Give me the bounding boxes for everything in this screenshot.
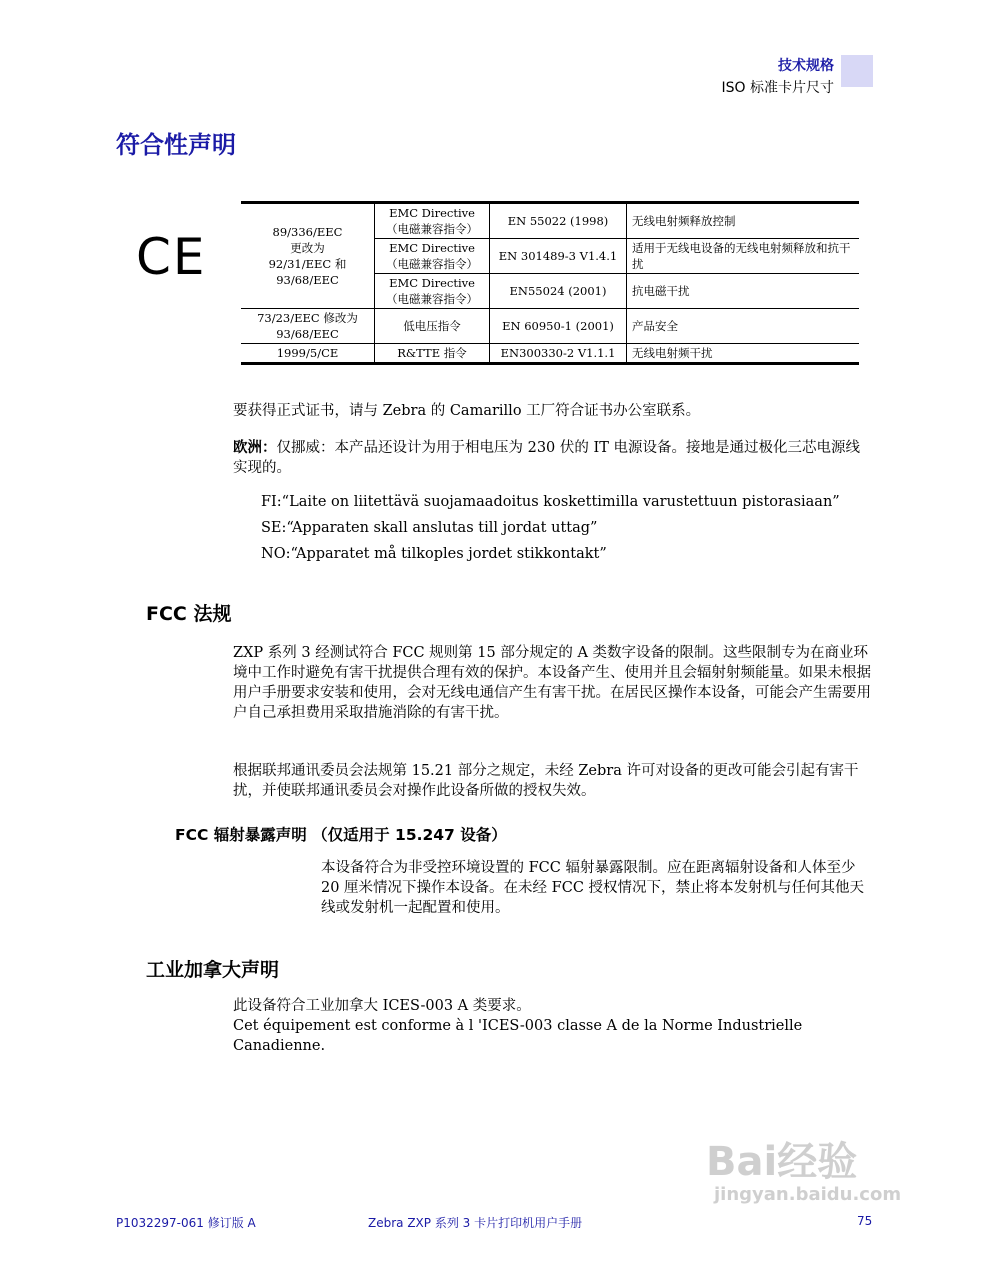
description-cell: 抗电磁干扰 bbox=[627, 274, 860, 309]
watermark-brand: Bai经验 bbox=[706, 1139, 858, 1185]
quote-no: NO:“Apparatet må tilkoples jordet stikkontakt” bbox=[261, 546, 607, 562]
ce-mark-icon: CE bbox=[136, 228, 207, 286]
eu-directive-table bbox=[241, 201, 859, 365]
directive-cell: 89/336/EEC 更改为 92/31/EEC 和 93/68/EEC bbox=[241, 203, 375, 309]
directive-cell: 1999/5/CE bbox=[241, 344, 375, 364]
directive-name-cell: EMC Directive （电磁兼容指令） bbox=[375, 203, 490, 239]
standard-cell: EN 301489-3 V1.4.1 bbox=[490, 239, 627, 274]
canada-line-1: 此设备符合工业加拿大 ICES-003 A 类要求。 bbox=[233, 998, 531, 1014]
footer-title: Zebra ZXP 系列 3 卡片打印机用户手册 bbox=[368, 1216, 583, 1230]
europe-text: 仅挪威：本产品还设计为用于相电压为 230 伏的 IT 电源设备。接地是通过极化三芯电源线实现的。 bbox=[233, 440, 861, 476]
standard-cell: EN300330-2 V1.1.1 bbox=[490, 344, 627, 364]
standard-cell: EN55024 (2001) bbox=[490, 274, 627, 309]
europe-paragraph bbox=[233, 438, 873, 478]
description-cell: 适用于无线电设备的无线电射频释放和抗干扰 bbox=[627, 239, 860, 274]
canada-heading: 工业加拿大声明 bbox=[146, 959, 280, 981]
quote-fi: FI:“Laite on liitettävä suojamaadoitus koskettimilla varustettuun pistorasiaan” bbox=[261, 494, 840, 510]
fcc-exposure-heading: FCC 辐射暴露声明 （仅适用于 15.247 设备） bbox=[175, 826, 507, 844]
footer-revision: P1032297-061 修订版 A bbox=[116, 1216, 256, 1230]
europe-label: 欧洲： bbox=[233, 439, 277, 456]
fcc-paragraph-1: ZXP 系列 3 经测试符合 FCC 规则第 15 部分规定的 A 类数字设备的限制。这些限制专为在商业环境中工作时避免有害干扰提供合理有效的保护。本设备产生、使用并且会辐射射频能量。如果未根据用户手册要求安装和使用，会对无线电通信产生有害干扰。在居民区操作本设备，可能会产生需要用户自己承担费用采取措施消除的有害干扰。 bbox=[233, 645, 871, 721]
fcc-heading: FCC 法规 bbox=[146, 603, 232, 625]
quote-se: SE:“Apparaten skall anslutas till jordat uttag” bbox=[261, 520, 598, 536]
fcc-exposure-text: 本设备符合为非受控环境设置的 FCC 辐射暴露限制。应在距离辐射设备和人体至少 20 厘米情况下操作本设备。在未经 FCC 授权情况下，禁止将本发射机与任何其他天线或发射机一起配置和使用。 bbox=[321, 860, 865, 916]
page-title: 符合性声明 bbox=[116, 131, 236, 159]
table-row bbox=[241, 344, 859, 364]
directive-cell: 73/23/EEC 修改为 93/68/EEC bbox=[241, 309, 375, 344]
directive-name-cell: R&TTE 指令 bbox=[375, 344, 490, 364]
description-cell: 产品安全 bbox=[627, 309, 860, 344]
watermark-url: jingyan.baidu.com bbox=[714, 1184, 902, 1205]
standard-cell: EN 60950-1 (2001) bbox=[490, 309, 627, 344]
footer-page-number: 75 bbox=[857, 1214, 873, 1228]
directive-name-cell: 低电压指令 bbox=[375, 309, 490, 344]
certificate-text: 要获得正式证书，请与 Zebra 的 Camarillo 工厂符合证书办公室联系。 bbox=[233, 403, 701, 419]
fcc-paragraph-2: 根据联邦通讯委员会法规第 15.21 部分之规定，未经 Zebra 许可对设备的更改可能会引起有害干扰，并使联邦通讯委员会对操作此设备所做的授权失效。 bbox=[233, 763, 859, 799]
header-subsection: ISO 标准卡片尺寸 bbox=[721, 80, 834, 96]
directive-name-cell: EMC Directive （电磁兼容指令） bbox=[375, 239, 490, 274]
table-row bbox=[241, 203, 859, 239]
canada-line-2: Cet équipement est conforme à l 'ICES-003 classe A de la Norme Industrielle Canadienne. bbox=[233, 1018, 803, 1054]
watermark bbox=[706, 1140, 901, 1206]
standard-cell: EN 55022 (1998) bbox=[490, 203, 627, 239]
description-cell: 无线电射频干扰 bbox=[627, 344, 860, 364]
header-section: 技术规格 bbox=[778, 58, 834, 74]
table-row bbox=[241, 309, 859, 344]
description-cell: 无线电射频释放控制 bbox=[627, 203, 860, 239]
header-tab-marker bbox=[841, 55, 873, 87]
directive-name-cell: EMC Directive （电磁兼容指令） bbox=[375, 274, 490, 309]
